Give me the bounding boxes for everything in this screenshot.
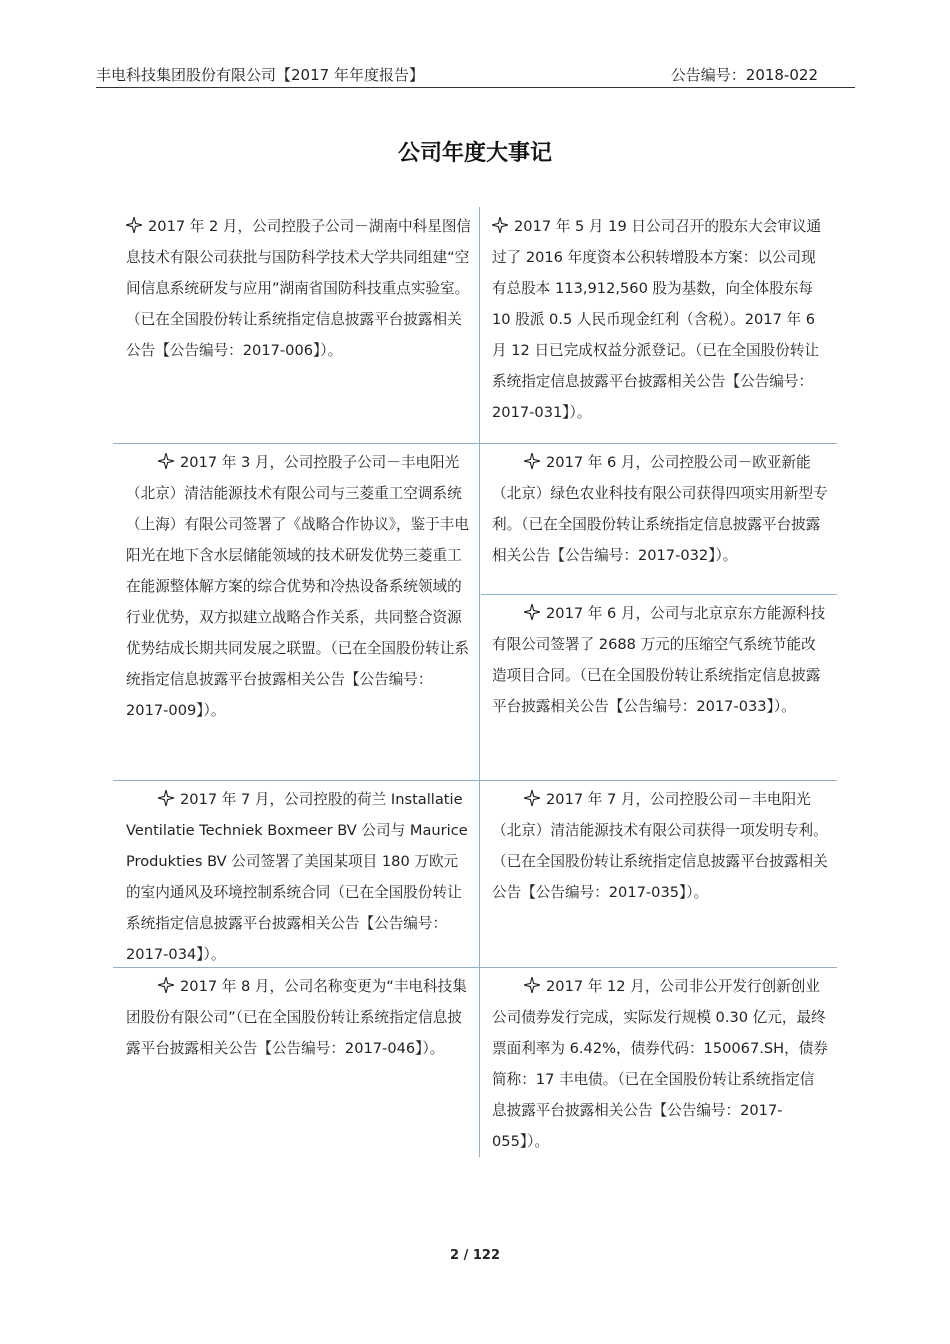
event-item xyxy=(492,971,828,1157)
event-text: 2017 年 12 月，公司非公开发行创新创业公司债券发行完成，实际发行规模 0.30 亿元，最终票面利率为 6.42%，债券代码：150067.SH，债券简称：17 丰电债。（已在全国股份转让系统指定信息披露平台披露相关公告【公告编号：2017-055】）。 xyxy=(492,978,828,1150)
event-text: 2017 年 7 月，公司控股公司－丰电阳光（北京）清洁能源技术有限公司获得一项发明专利。（已在全国股份转让系统指定信息披露平台披露相关公告【公告编号：2017-035】）。 xyxy=(492,791,828,901)
event-text: 2017 年 8 月，公司名称变更为“丰电科技集团股份有限公司”（已在全国股份转让系统指定信息披露平台披露相关公告【公告编号：2017-046】）。 xyxy=(126,978,467,1057)
event-item xyxy=(492,447,828,571)
diamond-star-icon xyxy=(524,447,546,478)
current-page: 2 xyxy=(450,1248,460,1263)
event-item xyxy=(492,784,828,908)
event-item xyxy=(492,211,828,428)
row-divider xyxy=(481,594,837,595)
column-divider xyxy=(479,207,480,1157)
page-title: 公司年度大事记 xyxy=(397,141,552,166)
event-item xyxy=(126,447,472,726)
event-item xyxy=(492,598,828,722)
page-separator: / xyxy=(463,1248,469,1263)
diamond-star-icon xyxy=(524,784,546,815)
row-divider xyxy=(113,443,837,444)
event-text: 2017 年 7 月，公司控股的荷兰 Installatie Ventilatie Techniek Boxmeer BV 公司与 Maurice Produkties BV 公司签署了美国某项目 180 万欧元的室内通风及环境控制系统合同（已在全国股份转让系统指定信息披露平台披露相关公告【公告编号：2017-034】）。 xyxy=(126,791,468,963)
event-text: 2017 年 2 月，公司控股子公司－湖南中科星图信息技术有限公司获批与国防科学技术大学共同组建“空间信息系统研发与应用”湖南省国防科技重点实验室。（已在全国股份转让系统指定信息披露平台披露相关公告【公告编号：2017-006】）。 xyxy=(126,218,472,359)
total-pages: 122 xyxy=(472,1248,500,1263)
event-item xyxy=(126,971,472,1064)
diamond-star-icon xyxy=(126,211,148,242)
diamond-star-icon xyxy=(524,971,546,1002)
event-item xyxy=(126,784,472,970)
diamond-star-icon xyxy=(524,598,546,629)
row-divider xyxy=(113,780,837,781)
header-divider xyxy=(96,87,855,88)
diamond-star-icon xyxy=(158,447,180,478)
page-number-footer xyxy=(0,1248,950,1263)
event-text: 2017 年 3 月，公司控股子公司－丰电阳光（北京）清洁能源技术有限公司与三菱重工空调系统（上海）有限公司签署了《战略合作协议》，鉴于丰电阳光在地下含水层储能领域的技术研发优势三菱重工在能源整体解方案的综合优势和冷热设备系统领域的行业优势，双方拟建立战略合作关系，共同整合资源优势结成长期共同发展之联盟。（已在全国股份转让系统指定信息披露平台披露相关公告【公告编号：2017-009】）。 xyxy=(126,454,469,719)
diamond-star-icon xyxy=(492,211,514,242)
event-item xyxy=(126,211,472,366)
event-text: 2017 年 5 月 19 日公司召开的股东大会审议通过了 2016 年度资本公积转增股本方案：以公司现有总股本 113,912,560 股为基数，向全体股东每 10 股派 0.5 人民币现金红利（含税）。2017 年 6 月 12 日已完成权益分派登记。（已在全国股份转让系统指定信息披露平台披露相关公告【公告编号：2017-031】）。 xyxy=(492,218,822,421)
event-text: 2017 年 6 月，公司与北京京东方能源科技有限公司签署了 2688 万元的压缩空气系统节能改造项目合同。（已在全国股份转让系统指定信息披露平台披露相关公告【公告编号：2017-033】）。 xyxy=(492,605,826,715)
header-company-report: 丰电科技集团股份有限公司【2017 年年度报告】 xyxy=(96,66,424,84)
header-announcement-number: 公告编号：2018-022 xyxy=(670,66,818,84)
event-text: 2017 年 6 月，公司控股公司－欧亚新能（北京）绿色农业科技有限公司获得四项实用新型专利。（已在全国股份转让系统指定信息披露平台披露相关公告【公告编号：2017-032】）。 xyxy=(492,454,828,564)
diamond-star-icon xyxy=(158,784,180,815)
diamond-star-icon xyxy=(158,971,180,1002)
